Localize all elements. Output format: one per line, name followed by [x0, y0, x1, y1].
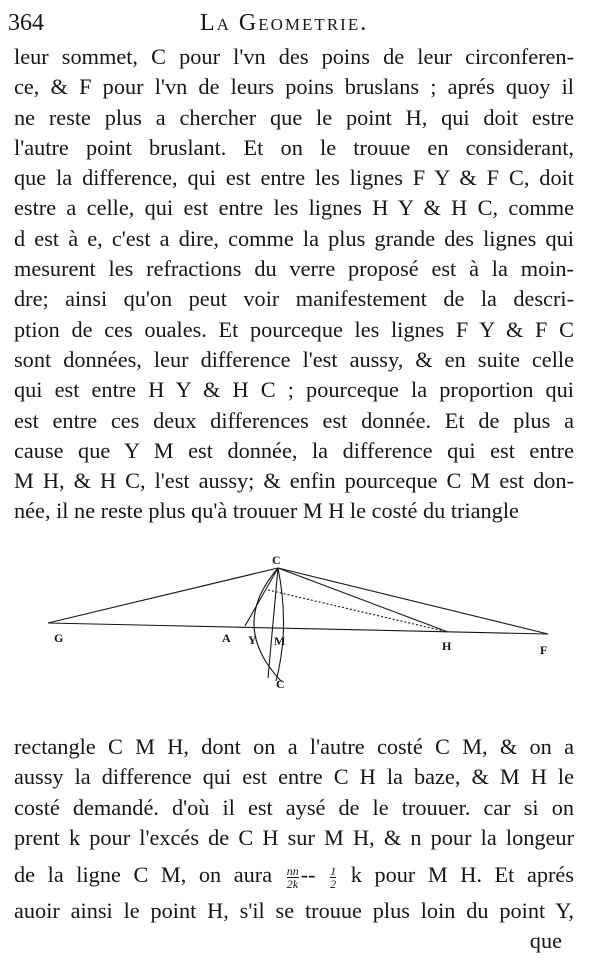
body-text-bottom — [14, 732, 574, 957]
text-line: mesurent les refractions du verre proposé est à la moin- — [14, 256, 574, 282]
running-title: La Geometrie. — [200, 10, 369, 36]
fraction-one-half — [330, 865, 336, 890]
text-line: est entre ces deux differences est donnée. Et de plus a — [14, 407, 574, 433]
text-line: cause que Y M est donnée, la difference qui est entre — [14, 437, 574, 463]
body-text-top — [14, 42, 574, 527]
fraction-numerator: nn — [286, 863, 299, 878]
text-line: rectangle C M H, dont on a l'autre costé C M, & on a — [14, 734, 574, 759]
fraction-nn-over-2k — [287, 865, 299, 890]
line-C-M — [268, 568, 278, 678]
page-number: 364 — [8, 10, 44, 36]
formula-operator: -- — [300, 862, 329, 888]
text-line: ption de ces ouales. Et pourceque les lignes F Y & F C — [14, 316, 574, 342]
label-F: F — [540, 643, 548, 657]
formula-text-before: de la ligne C M, on aura — [14, 862, 273, 888]
text-line: l'autre point bruslant. Et on le trouue en considerant, — [14, 134, 574, 160]
text-line: costé demandé. d'où il est aysé de le trouuer. car si on — [14, 794, 574, 820]
line-C-H — [278, 568, 448, 632]
formula-text-after: k pour M H. Et aprés — [338, 862, 574, 888]
label-A: A — [222, 631, 231, 645]
label-H: H — [442, 639, 452, 653]
label-C-top: C — [272, 553, 281, 567]
fraction-numerator: 1 — [330, 863, 337, 878]
catchword: que — [529, 928, 562, 954]
line-C-G — [48, 568, 278, 623]
label-Y: Y — [248, 633, 257, 647]
text-line: auoir ainsi le point H, s'il se trouue plus loin du point Y, — [14, 898, 574, 924]
label-C-bottom: C — [276, 677, 285, 688]
line-G-F — [48, 623, 548, 634]
page-header — [0, 6, 600, 46]
text-line: prent k pour l'excés de C H sur M H, & n pour la longeur — [14, 824, 574, 850]
line-M-H-dotted — [268, 590, 448, 632]
label-M: M — [274, 634, 286, 648]
text-line: M H, & H C, l'est aussy; & enfin pourceque C M est don- — [14, 468, 574, 494]
text-line: qui est entre H Y & H C ; pourceque la proportion qui — [14, 377, 574, 403]
text-line: ce, & F pour l'vn de leurs poins bruslans ; aprés quoy il — [14, 74, 574, 100]
formula-line — [14, 853, 574, 896]
text-line: sont données, leur difference l'est aussy, & en suite celle — [14, 346, 574, 372]
text-line: dre; ainsi qu'on peut voir manifestement de la descri- — [14, 286, 574, 312]
text-line: d est à e, c'est a dire, comme la plus grande des lignes qui — [14, 225, 574, 251]
geometric-figure — [40, 548, 560, 688]
text-line: leur sommet, C pour l'vn des poins de leur circonferen- — [14, 44, 574, 69]
fraction-denominator: 2k — [286, 876, 299, 891]
text-line: aussy la difference qui est entre C H la baze, & M H le — [14, 764, 574, 790]
label-G: G — [54, 631, 64, 645]
text-line: estre a celle, qui est entre les lignes H Y & H C, comme — [14, 195, 574, 221]
text-line: ne reste plus a chercher que le point H, qui doit estre — [14, 104, 574, 130]
text-line: que la difference, qui est entre les lignes F Y & F C, doit — [14, 165, 574, 191]
fraction-denominator: 2 — [330, 876, 337, 891]
text-line: née, il ne reste plus qu'à trouuer M H le costé du triangle — [14, 498, 519, 524]
lens-arc-right — [276, 568, 284, 681]
